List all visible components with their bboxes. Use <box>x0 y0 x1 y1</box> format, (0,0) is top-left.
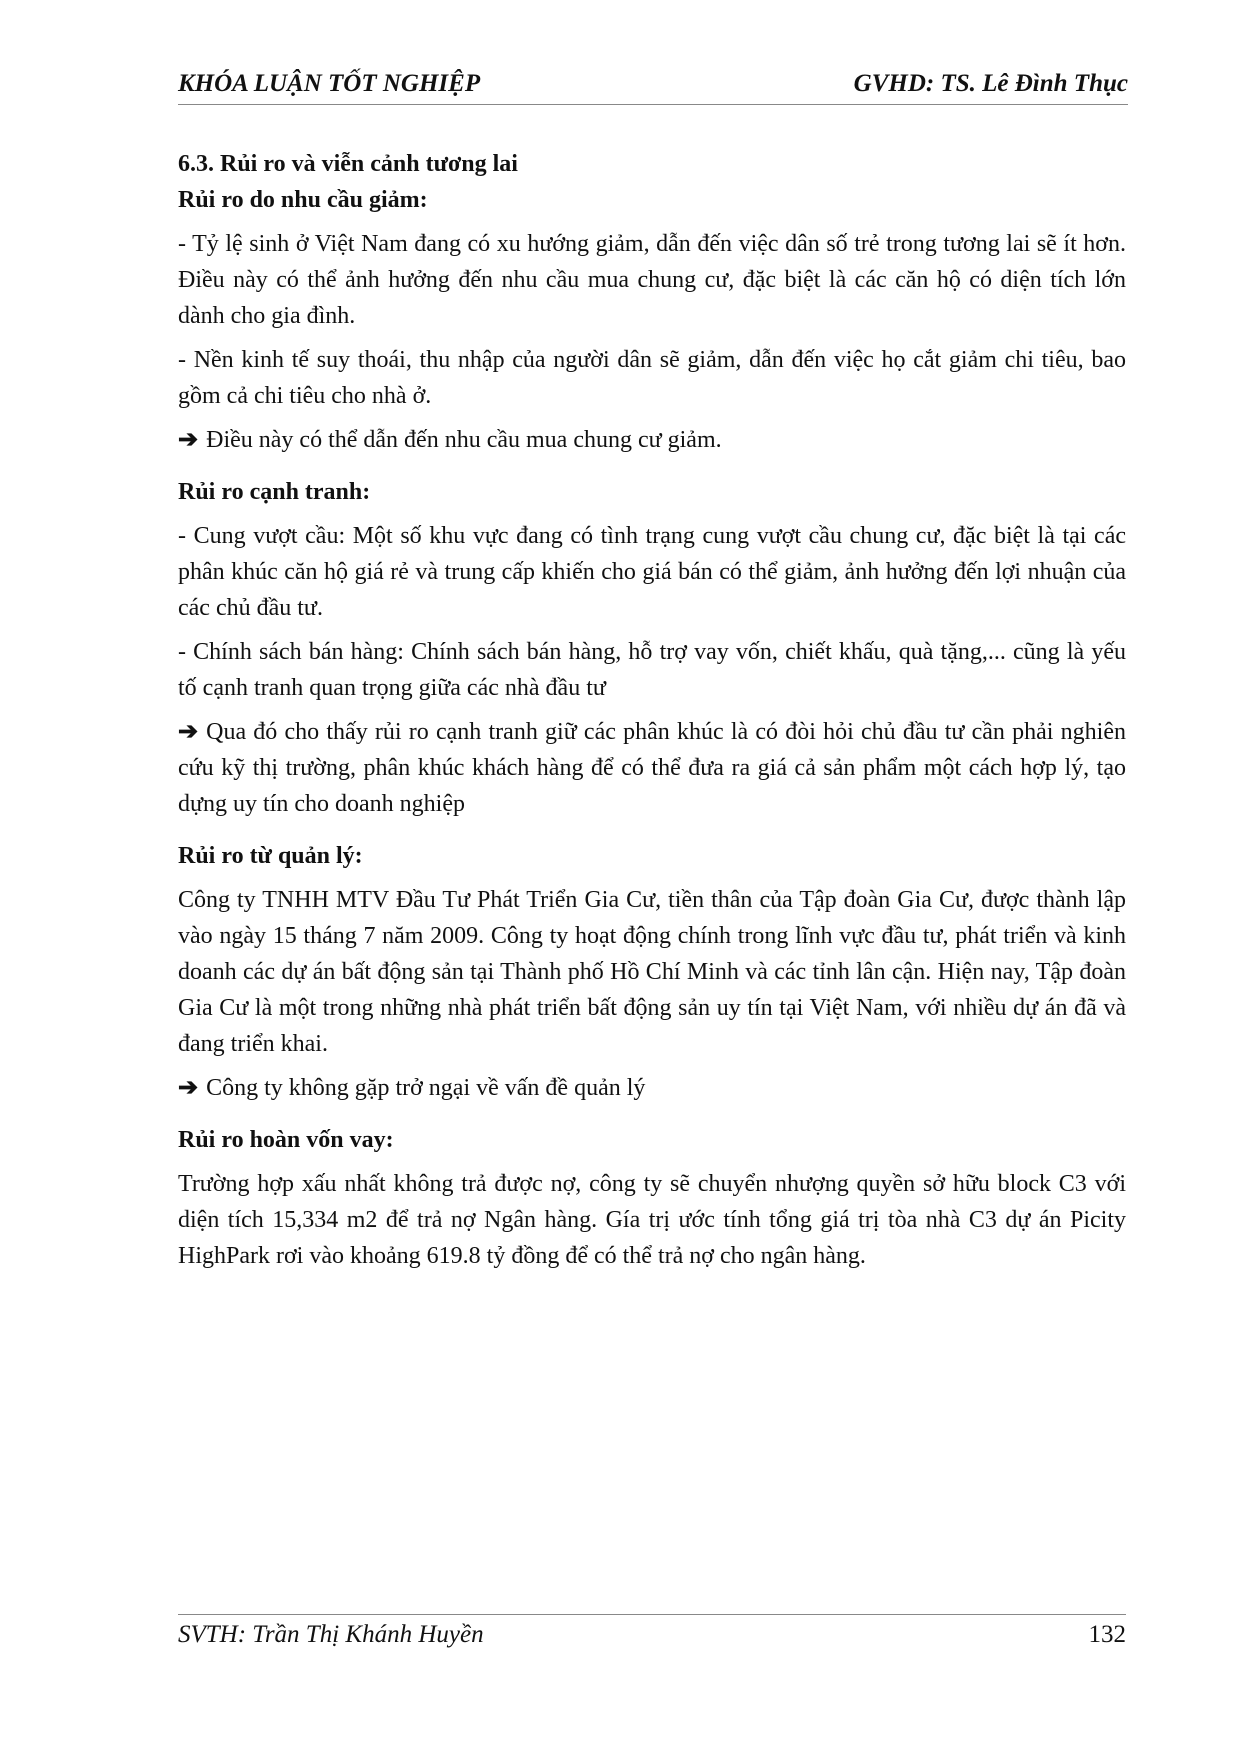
competition-risk-paragraph-2: - Chính sách bán hàng: Chính sách bán hàng, hỗ trợ vay vốn, chiết khấu, quà tặng,... cũng là yếu tố cạnh tranh quan trọng giữa các nhà đầu tư <box>178 639 1126 701</box>
running-header <box>178 70 1128 105</box>
header-thesis-title: KHÓA LUẬN TỐT NGHIỆP <box>178 70 481 97</box>
header-advisor: GVHD: TS. Lê Đình Thục <box>853 70 1128 97</box>
competition-risk-conclusion: ➔ Qua đó cho thấy rủi ro cạnh tranh giữ các phân khúc là có đòi hỏi chủ đầu tư cần phải nghiên cứu kỹ thị trường, phân khúc khách hàng để có thể đưa ra giá cả sản phẩm một cách hợp lý, tạo dựng uy tín cho doanh nghiệp <box>178 719 1126 817</box>
main-content <box>178 146 1126 1274</box>
loan-risk-paragraph: Trường hợp xấu nhất không trả được nợ, công ty sẽ chuyển nhượng quyền sở hữu block C3 với diện tích 15,334 m2 để trả nợ Ngân hàng. Gía trị ước tính tổng giá trị tòa nhà C3 dự án Picity HighPark rơi vào khoảng 619.8 tỷ đồng để có thể trả nợ cho ngân hàng. <box>178 1171 1126 1269</box>
arrow-right-icon: ➔ <box>178 719 199 745</box>
demand-risk-paragraph-2: - Nền kinh tế suy thoái, thu nhập của người dân sẽ giảm, dẫn đến việc họ cắt giảm chi tiêu, bao gồm cả chi tiêu cho nhà ở. <box>178 347 1126 409</box>
loan-risk-heading: Rủi ro hoàn vốn vay: <box>178 1127 394 1153</box>
section-title: 6.3. Rủi ro và viễn cảnh tương lai <box>178 151 518 177</box>
running-footer <box>178 1614 1126 1649</box>
competition-risk-paragraph-1: - Cung vượt cầu: Một số khu vực đang có tình trạng cung vượt cầu chung cư, đặc biệt là tại các phân khúc căn hộ giá rẻ và trung cấp khiến cho giá bán có thể giảm, ảnh hưởng đến lợi nhuận của các chủ đầu tư. <box>178 523 1126 621</box>
footer-student: SVTH: Trần Thị Khánh Huyền <box>178 1621 484 1648</box>
management-risk-conclusion: ➔ Công ty không gặp trở ngại về vấn đề quản lý <box>178 1075 646 1101</box>
demand-risk-heading: Rủi ro do nhu cầu giảm: <box>178 187 428 213</box>
demand-risk-conclusion: ➔ Điều này có thể dẫn đến nhu cầu mua chung cư giảm. <box>178 427 722 453</box>
management-risk-heading: Rủi ro từ quản lý: <box>178 843 363 869</box>
management-risk-paragraph: Công ty TNHH MTV Đầu Tư Phát Triển Gia Cư, tiền thân của Tập đoàn Gia Cư, được thành lập vào ngày 15 tháng 7 năm 2009. Công ty hoạt động chính trong lĩnh vực đầu tư, phát triển và kinh doanh các dự án bất động sản tại Thành phố Hồ Chí Minh và các tỉnh lân cận. Hiện nay, Tập đoàn Gia Cư là một trong những nhà phát triển bất động sản uy tín tại Việt Nam, với nhiều dự án đã và đang triển khai. <box>178 887 1126 1057</box>
page-number: 132 <box>1088 1621 1126 1648</box>
competition-risk-heading: Rủi ro cạnh tranh: <box>178 479 371 505</box>
arrow-right-icon: ➔ <box>178 427 199 453</box>
arrow-right-icon: ➔ <box>178 1075 199 1101</box>
demand-risk-paragraph-1: - Tỷ lệ sinh ở Việt Nam đang có xu hướng giảm, dẫn đến việc dân số trẻ trong tương lai sẽ ít hơn. Điều này có thể ảnh hưởng đến nhu cầu mua chung cư, đặc biệt là các căn hộ có diện tích lớn dành cho gia đình. <box>178 231 1126 329</box>
